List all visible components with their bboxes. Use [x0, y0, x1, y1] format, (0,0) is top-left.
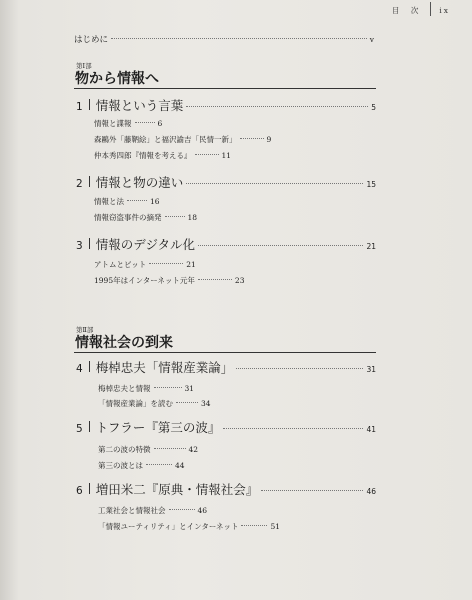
leader-dots: [146, 464, 172, 465]
toc-section[interactable]: [98, 505, 207, 516]
section-page: 46: [197, 506, 208, 515]
section-page: 51: [270, 522, 281, 531]
section-title: 情報窃盗事件の摘発: [94, 213, 162, 222]
leader-dots: [111, 38, 367, 39]
toc-chapter-2[interactable]: [76, 173, 376, 191]
section-page: 18: [187, 213, 198, 222]
section-page: 11: [221, 151, 232, 160]
section-page: 23: [234, 276, 245, 285]
part-1-label: 第Ⅰ部: [76, 62, 92, 70]
leader-dots: [186, 106, 368, 107]
section-title: アトムとビット: [94, 260, 147, 269]
section-title: 梅棹忠夫と情報: [98, 384, 151, 393]
toc-section[interactable]: [94, 196, 160, 207]
preface-title: はじめに: [74, 35, 109, 45]
part-1-title: 物から情報へ: [75, 71, 159, 87]
chapter-page: 41: [366, 425, 376, 434]
chapter-divider: [89, 176, 90, 187]
chapter-title: トフラー『第三の波』: [95, 420, 221, 435]
toc-section[interactable]: [94, 134, 271, 145]
chapter-number: 2: [76, 178, 83, 190]
toc-section[interactable]: [98, 521, 280, 532]
section-title: 森鷗外「藤鞆絵」と福沢諭吉「民情一新」: [94, 135, 237, 144]
leader-dots: [198, 245, 364, 246]
chapter-number: 1: [76, 101, 83, 113]
toc-section[interactable]: [94, 259, 196, 270]
part-2-label: 第Ⅱ部: [76, 326, 94, 334]
chapter-divider: [89, 421, 90, 432]
toc-section[interactable]: [98, 444, 198, 455]
toc-section[interactable]: [98, 398, 211, 409]
toc-section[interactable]: [94, 118, 162, 129]
toc-chapter-6[interactable]: [76, 480, 376, 498]
chapter-title: 情報のデジタル化: [95, 237, 195, 252]
chapter-number: 4: [76, 363, 83, 375]
section-page: 31: [184, 384, 195, 393]
running-head-page: ix: [439, 6, 450, 15]
chapter-page: 46: [366, 487, 376, 496]
section-page: 34: [201, 399, 211, 408]
chapter-page: 21: [366, 242, 376, 251]
leader-dots: [186, 183, 363, 184]
toc-chapter-4[interactable]: [76, 358, 376, 376]
section-title: 1995年はインターネット元年: [94, 276, 195, 285]
leader-dots: [135, 122, 155, 123]
leader-dots: [169, 509, 195, 510]
chapter-number: 5: [76, 423, 83, 435]
chapter-divider: [89, 483, 90, 494]
chapter-divider: [89, 99, 90, 110]
leader-dots: [127, 200, 147, 201]
section-title: 情報と諜報: [94, 119, 132, 128]
toc-chapter-1[interactable]: [76, 96, 376, 114]
leader-dots: [236, 368, 363, 369]
section-page: 6: [157, 119, 163, 128]
running-head: [392, 2, 450, 16]
section-title: 「情報産業論」を読む: [98, 399, 173, 408]
section-page: 21: [186, 260, 196, 269]
section-title: 工業社会と情報社会: [98, 506, 166, 515]
leader-dots: [195, 154, 219, 155]
leader-dots: [165, 216, 185, 217]
part-1-rule: [74, 88, 376, 89]
running-head-label: 目 次: [391, 6, 421, 15]
running-head-divider: [430, 2, 431, 16]
toc-section[interactable]: [98, 383, 194, 394]
section-title: 仲本秀四郎『情報を考える』: [94, 151, 192, 160]
part-2-title: 情報社会の到来: [75, 335, 173, 351]
section-page: 44: [175, 461, 185, 470]
part-2-rule: [74, 352, 376, 353]
leader-dots: [241, 525, 267, 526]
section-page: 16: [150, 197, 160, 206]
chapter-page: 31: [366, 365, 376, 374]
leader-dots: [154, 448, 186, 449]
toc-section[interactable]: [94, 275, 244, 286]
chapter-divider: [89, 238, 90, 249]
toc-section[interactable]: [94, 150, 231, 161]
leader-dots: [154, 387, 182, 388]
section-title: 「情報ユーティリティ」とインターネット: [98, 522, 239, 531]
section-title: 第二の波の特徴: [98, 445, 151, 454]
leader-dots: [240, 138, 264, 139]
section-title: 情報と法: [94, 197, 124, 206]
chapter-title: 増田米二『原典・情報社会』: [95, 482, 259, 497]
toc-section[interactable]: [98, 460, 185, 471]
chapter-number: 3: [76, 240, 83, 252]
toc-chapter-3[interactable]: [76, 235, 376, 253]
toc-section[interactable]: [94, 212, 197, 223]
leader-dots: [223, 428, 363, 429]
leader-dots: [176, 402, 198, 403]
chapter-title: 情報という言葉: [95, 98, 184, 113]
chapter-number: 6: [76, 485, 83, 497]
chapter-page: 15: [366, 180, 376, 189]
toc-chapter-5[interactable]: [76, 418, 376, 436]
chapter-divider: [89, 361, 90, 372]
section-page: 42: [188, 445, 199, 454]
leader-dots: [149, 263, 183, 264]
chapter-title: 梅棹忠夫「情報産業論」: [95, 360, 234, 375]
chapter-page: 5: [371, 103, 376, 112]
chapter-title: 情報と物の違い: [95, 175, 184, 190]
leader-dots: [198, 279, 232, 280]
toc-entry-preface[interactable]: [74, 33, 374, 45]
leader-dots: [261, 490, 363, 491]
section-title: 第三の波とは: [98, 461, 143, 470]
preface-page: v: [369, 35, 374, 44]
section-page: 9: [266, 135, 272, 144]
